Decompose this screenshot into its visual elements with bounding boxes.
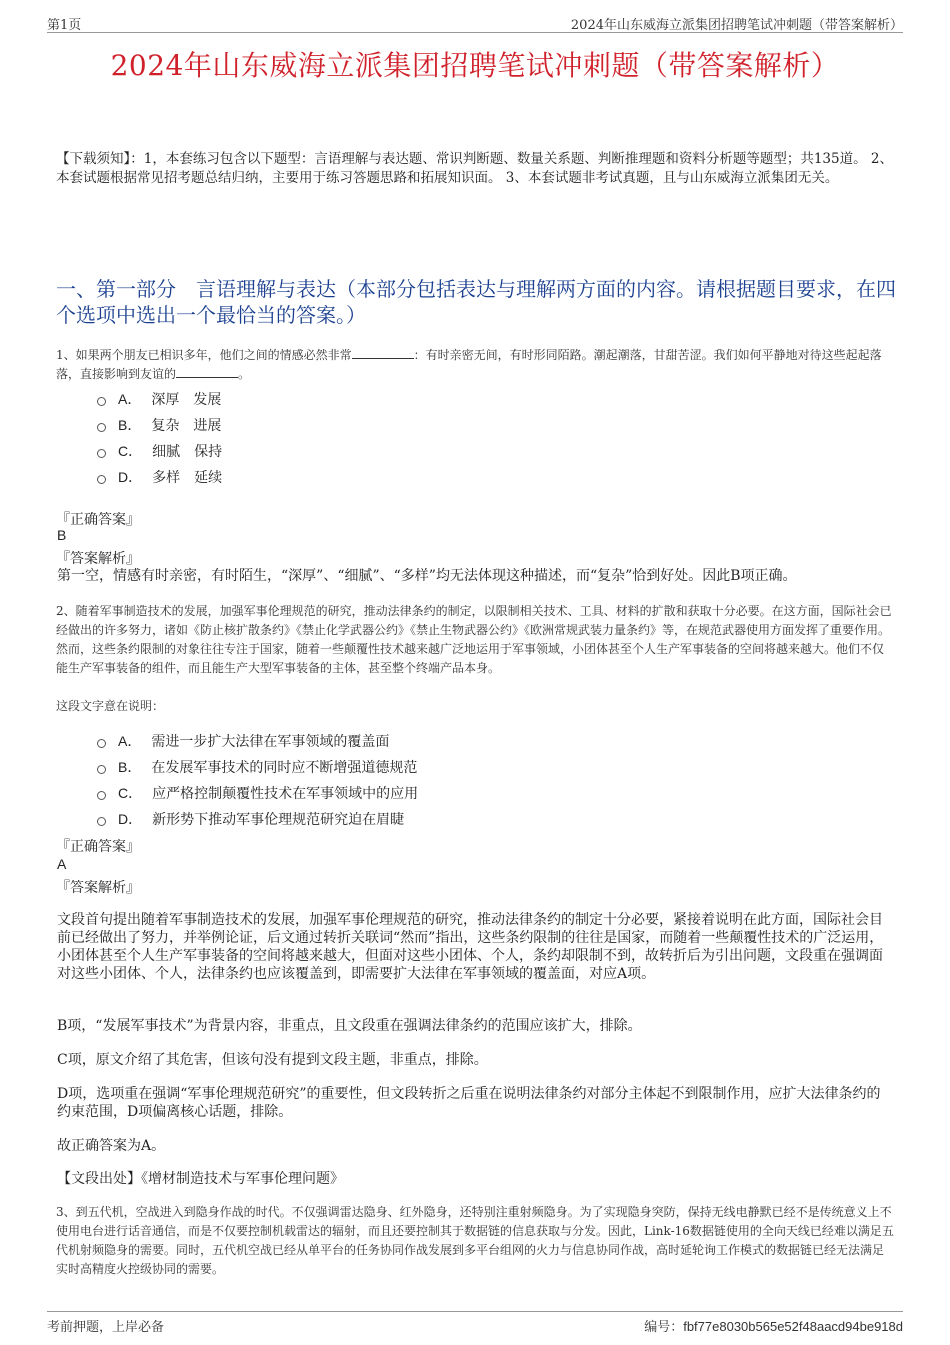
question-3-text: 3、到五代机，空战进入到隐身作战的时代。不仅强调雷达隐身、红外隐身，还特别注重射频隐身。为了实现隐身突防，保持无线电静默已经不是传统意义上不使用电台进行话音通信，而是不仅要控制机载雷达的辐射，而且还要控制其于数据链的信息获取与分发。因此，Link-16数据链使用的全向天线已经难以满足五代机射频隐身的需要。同时，五代机空战已经从单平台的任务协同作战发展到多平台组网的火力与信息协同作战，高时延轮询工作模式的数据链已经无法满足实时高精度火控级协同的需要。: [56, 1205, 894, 1276]
radio-icon[interactable]: [97, 397, 106, 406]
option-text: 需进一步扩大法律在军事领域的覆盖面: [151, 734, 390, 750]
option-a[interactable]: [97, 728, 418, 754]
source-line: [57, 1170, 893, 1188]
question-2-prompt: 这段文字意在说明：: [56, 699, 165, 713]
code-value: fbf77e8030b565e52f48aacd94be918d: [683, 1319, 903, 1334]
option-text: 新形势下推动军事伦理规范研究迫在眉睫: [152, 812, 405, 828]
answer-value: A: [57, 856, 67, 872]
option-b[interactable]: [97, 754, 418, 780]
question-2-text: 2、随着军事制造技术的发展，加强军事伦理规范的研究，推动法律条约的制定，以限制相关技术、工具、材料的扩散和获取十分必要。在这方面，国际社会已经做出的许多努力，诸如《防止核扩散条约》《禁止化学武器公约》《禁止生物武器公约》《欧洲常规武装力量条约》等，在规范武器使用方面发挥了重要作用。然而，这些条约限制的对象往往专注于国家，随着一些颠覆性技术越来越广泛地运用于军事领域，小团体甚至个人生产军事装备的空间将越来越大。他们不仅能生产军事装备的组件，而且能生产大型军事装备的主体，甚至整个终端产品本身。: [56, 604, 892, 675]
section-heading: 一、第一部分 言语理解与表达（本部分包括表达与理解两方面的内容。请根据题目要求，在四个选项中选出一个最恰当的答案。）: [56, 277, 896, 327]
blank-line: [176, 365, 238, 378]
analysis-paragraph-5: 故正确答案为A。: [57, 1138, 166, 1154]
option-d[interactable]: [97, 464, 222, 490]
radio-icon[interactable]: [97, 817, 106, 826]
option-text: 多样 延续: [152, 470, 223, 486]
option-a[interactable]: [97, 386, 222, 412]
question-1-text: [56, 346, 894, 384]
document-title: 2024年山东威海立派集团招聘笔试冲刺题（带答案解析）: [110, 49, 840, 82]
question-1-text-part-c: 。: [238, 367, 251, 381]
source-label: 【文段出处】: [57, 1171, 141, 1187]
code-label: 编号：: [644, 1320, 684, 1335]
option-c[interactable]: [97, 780, 418, 806]
footer-slogan: 考前押题，上岸必备: [47, 1320, 165, 1335]
download-notice: 【下载须知】：1，本套练习包含以下题型：言语理解与表达题、常识判断题、数量关系题、判断推理题和资料分析题等题型；共135道。 2、本套试题根据常见招考题总结归纳，主要用于练习答题思路和拓展知识面。 3、本套试题非考试真题，且与山东威海立派集团无关。: [56, 151, 893, 186]
question-2-options: [97, 728, 418, 832]
option-c[interactable]: [97, 438, 222, 464]
analysis-text: 第一空，情感有时亲密，有时陌生，“深厚”、“细腻”、“多样”均无法体现这种描述，而“复杂”恰到好处。因此B项正确。: [57, 568, 797, 584]
source-title: 《增材制造技术与军事伦理问题》: [141, 1171, 344, 1187]
analysis-paragraph-1: 文段首句提出随着军事制造技术的发展，加强军事伦理规范的研究，推动法律条约的制定十分必要，紧接着说明在此方面，国际社会目前已经做出了努力，并举例论证，后文通过转折关联词“然而”指出，这些条约限制的往往是国家，而随着一些颠覆性技术的广泛运用，小团体甚至个人生产军事装备的空间将越来越大，但面对这些小团体、个人，条约却限制不到，故转折后为引出问题，文段重在强调面对这些小团体、个人，法律条约也应该覆盖到，即需要扩大法律在军事领域的覆盖面，对应A项。: [57, 912, 884, 982]
page-header: [47, 12, 903, 33]
radio-icon[interactable]: [97, 765, 106, 774]
option-letter: D．: [118, 469, 143, 485]
option-letter: B．: [118, 759, 142, 775]
option-text: 细腻 保持: [152, 444, 223, 460]
option-letter: A．: [118, 391, 142, 407]
option-letter: C．: [118, 443, 143, 459]
question-1-text-part-a: 1、如果两个朋友已相识多年，他们之间的情感必然非常: [56, 348, 352, 362]
radio-icon[interactable]: [97, 449, 106, 458]
analysis-label: 『答案解析』: [56, 880, 140, 896]
page-footer: [47, 1311, 903, 1334]
radio-icon[interactable]: [97, 739, 106, 748]
option-letter: A．: [118, 733, 142, 749]
option-letter: D．: [118, 811, 143, 827]
radio-icon[interactable]: [97, 423, 106, 432]
analysis-label: 『答案解析』: [56, 551, 140, 567]
answer-value: B: [57, 527, 67, 543]
question-1-options: [97, 386, 222, 490]
question-1-text-part-b: ：有时亲密无间，有时形同陌路。潮起潮落，甘甜苦涩。我们如何平静地对待这些起起落落，直接影响到友谊的: [56, 348, 882, 381]
blank-line: [352, 346, 414, 359]
analysis-paragraph-4: D项，选项重在强调“军事伦理规范研究”的重要性，但文段转折之后重在说明法律条约对部分主体起不到限制作用，应扩大法律条约的约束范围，D项偏离核心话题，排除。: [57, 1086, 881, 1120]
option-d[interactable]: [97, 806, 418, 832]
radio-icon[interactable]: [97, 475, 106, 484]
option-text: 应严格控制颠覆性技术在军事领域中的应用: [152, 786, 419, 802]
option-letter: C．: [118, 785, 143, 801]
header-doc-title: 2024年山东威海立派集团招聘笔试冲刺题（带答案解析）: [570, 18, 903, 33]
analysis-paragraph-2: B项，“发展军事技术”为背景内容，非重点，且文段重在强调法律条约的范围应该扩大，排除。: [57, 1018, 642, 1034]
option-text: 在发展军事技术的同时应不断增强道德规范: [151, 760, 418, 776]
option-b[interactable]: [97, 412, 222, 438]
option-text: 复杂 进展: [151, 418, 222, 434]
answer-label: 『正确答案』: [56, 512, 140, 528]
option-text: 深厚 发展: [151, 392, 222, 408]
page-number: 第1页: [47, 18, 82, 33]
footer-code: [644, 1316, 903, 1335]
radio-icon[interactable]: [97, 791, 106, 800]
option-letter: B．: [118, 417, 142, 433]
analysis-paragraph-3: C项，原文介绍了其危害，但该句没有提到文段主题，非重点，排除。: [57, 1052, 488, 1068]
answer-label: 『正确答案』: [56, 839, 140, 855]
